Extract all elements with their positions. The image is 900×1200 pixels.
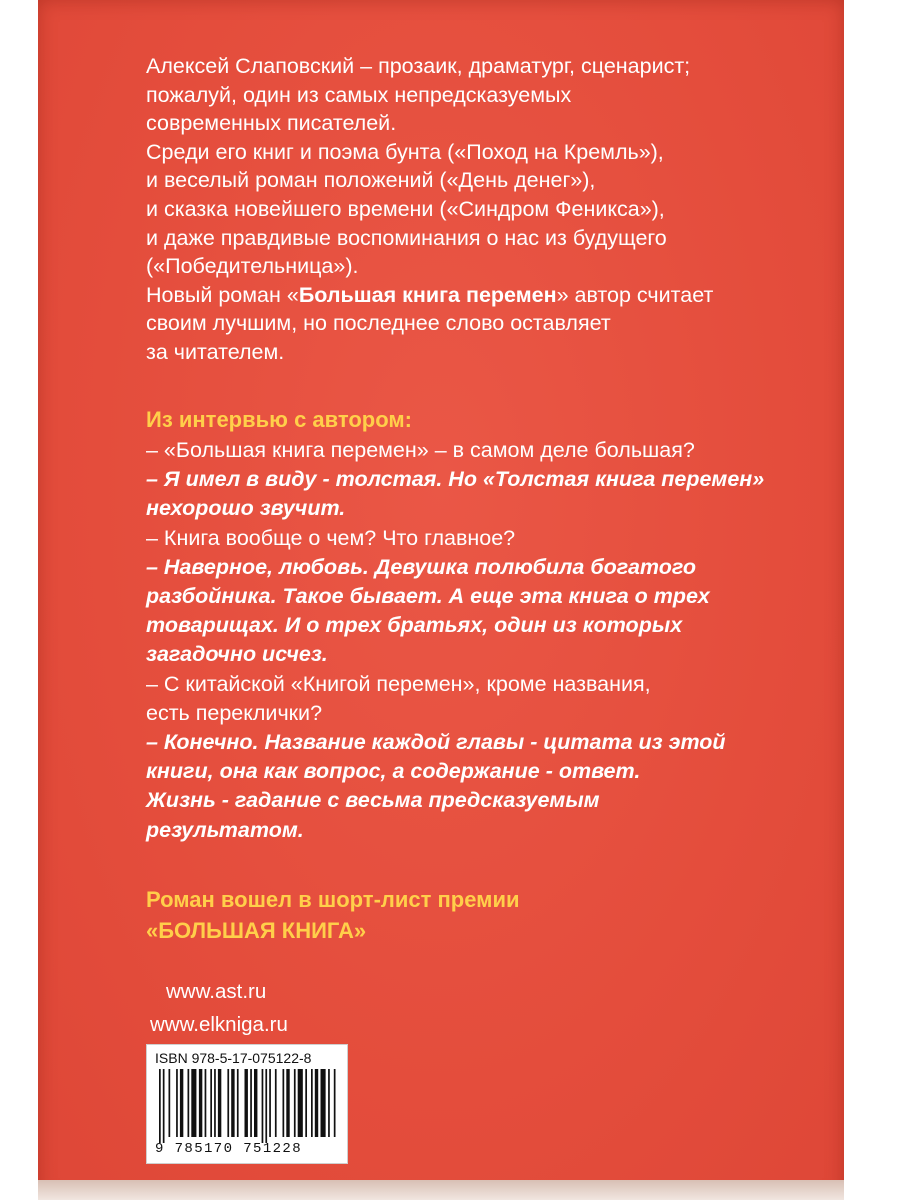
interview-answer-line: результатом. xyxy=(146,817,304,842)
interview-answer-line: – Наверное, любовь. Девушка полюбила богатого xyxy=(146,554,696,579)
barcode-digits: 9 785170 751228 xyxy=(155,1141,303,1157)
interview-question-line: – Книга вообще о чем? Что главное? xyxy=(146,525,516,550)
publisher-url-elkniga: www.elkniga.ru xyxy=(150,1013,288,1036)
interview-heading: Из интервью с автором: xyxy=(146,407,412,432)
cover-edge xyxy=(38,1180,844,1200)
book-back-cover xyxy=(38,0,844,1200)
intro-line: Алексей Слаповский – прозаик, драматург, сценарист; xyxy=(146,54,691,78)
award-title: «БОЛЬШАЯ КНИГА» xyxy=(146,918,367,943)
intro-line: и веселый роман положений («День денег»), xyxy=(146,168,596,193)
intro-line: Среди его книг и поэма бунта («Поход на Кремль»), xyxy=(146,139,664,164)
novel-prefix: Новый роман « xyxy=(146,282,299,307)
interview-answer-line: загадочно исчез. xyxy=(146,642,328,667)
intro-line: («Победительница»). xyxy=(146,254,359,279)
interview-question-line: – «Большая книга перемен» – в самом деле большая? xyxy=(146,438,695,462)
interview-answer-line: – Конечно. Название каждой главы - цитата из этой xyxy=(146,730,726,755)
interview-answer-line: нехорошо звучит. xyxy=(146,496,346,521)
novel-suffix: » автор считает xyxy=(556,282,714,307)
interview-answer-line: – Я имел в виду - толстая. Но «Толстая книга перемен» xyxy=(146,467,765,492)
interview-answer-line: книги, она как вопрос, а содержание - ответ. xyxy=(146,759,641,784)
author-annotation xyxy=(146,52,826,367)
interview-answer-line: Жизнь - гадание с весьма предсказуемым xyxy=(146,788,600,813)
novel-line xyxy=(146,281,826,310)
barcode-bars xyxy=(157,1069,339,1143)
novel-title: Большая книга перемен xyxy=(298,282,557,307)
publisher-urls xyxy=(150,975,830,1041)
isbn-label: ISBN 978-5-17-075122-8 xyxy=(155,1050,312,1066)
isbn-barcode xyxy=(146,1044,348,1164)
intro-line: и даже правдивые воспоминания о нас из будущего xyxy=(146,225,667,250)
interview-question-line: – С китайской «Книгой перемен», кроме названия, xyxy=(146,671,651,696)
intro-closing-line: за читателем. xyxy=(146,339,285,364)
intro-line: и сказка новейшего времени («Синдром Феникса»), xyxy=(146,196,665,221)
interview-dialogue xyxy=(146,436,826,845)
interview-question-line: есть переклички? xyxy=(146,700,323,725)
intro-closing-line: своим лучшим, но последнее слово оставляет xyxy=(146,311,611,336)
interview-answer-line: товарищах. И о трех братьях, один из которых xyxy=(146,613,683,638)
intro-line: пожалуй, один из самых непредсказуемых xyxy=(146,82,572,107)
award-line: Роман вошел в шорт-лист премии xyxy=(146,887,520,912)
interview-answer-line: разбойника. Такое бывает. А еще эта книга о трех xyxy=(146,584,710,609)
award-note xyxy=(146,884,826,946)
publisher-url-ast: www.ast.ru xyxy=(166,980,267,1003)
intro-line: современных писателей. xyxy=(146,111,397,136)
